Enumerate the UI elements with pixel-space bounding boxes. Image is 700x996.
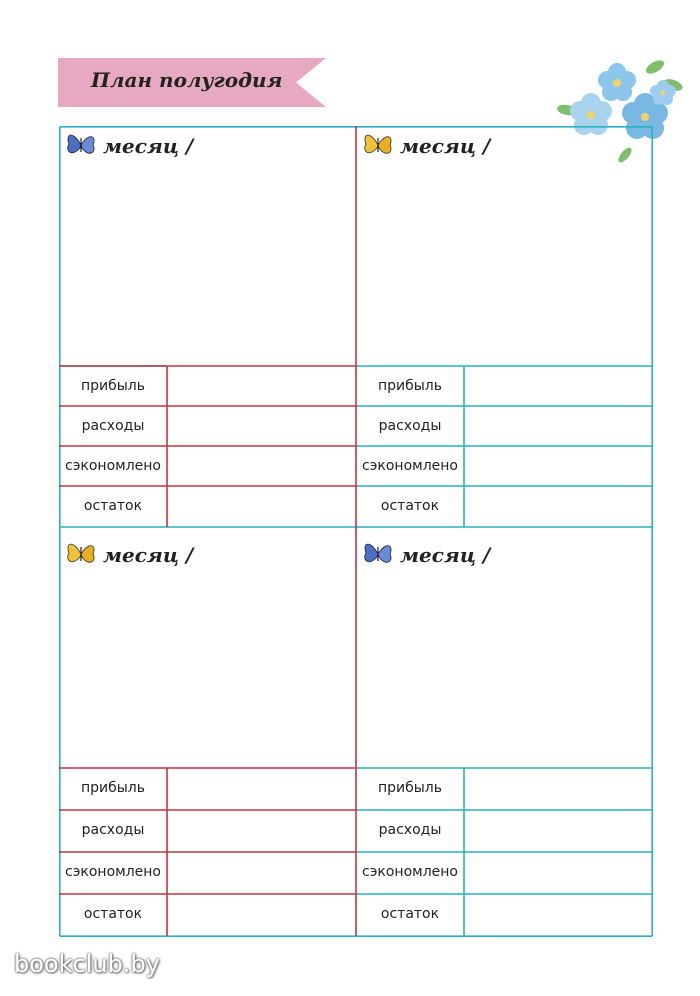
balance-label: остаток — [83, 498, 143, 514]
watermark: bookclub.by — [14, 950, 160, 978]
saved-label: сэкономлено — [362, 864, 458, 880]
title-ribbon — [58, 58, 326, 107]
month-label: месяц / — [400, 134, 491, 158]
expenses-label: расходы — [81, 822, 145, 838]
balance-label: остаток — [83, 906, 143, 922]
profit-label: прибыль — [80, 780, 146, 796]
expenses-label: расходы — [378, 418, 442, 434]
expenses-label: расходы — [81, 418, 145, 434]
grid-lines — [59, 126, 653, 937]
balance-label: остаток — [380, 498, 440, 514]
profit-label: прибыль — [377, 780, 443, 796]
profit-label: прибыль — [377, 378, 443, 394]
month-label: месяц / — [103, 543, 194, 567]
saved-label: сэкономлено — [65, 864, 161, 880]
balance-label: остаток — [380, 906, 440, 922]
expenses-label: расходы — [378, 822, 442, 838]
month-label: месяц / — [103, 134, 194, 158]
month-label: месяц / — [400, 543, 491, 567]
page-title: План полугодия — [91, 68, 283, 92]
saved-label: сэкономлено — [65, 458, 161, 474]
saved-label: сэкономлено — [362, 458, 458, 474]
half-year-planner-grid — [59, 126, 653, 937]
profit-label: прибыль — [80, 378, 146, 394]
